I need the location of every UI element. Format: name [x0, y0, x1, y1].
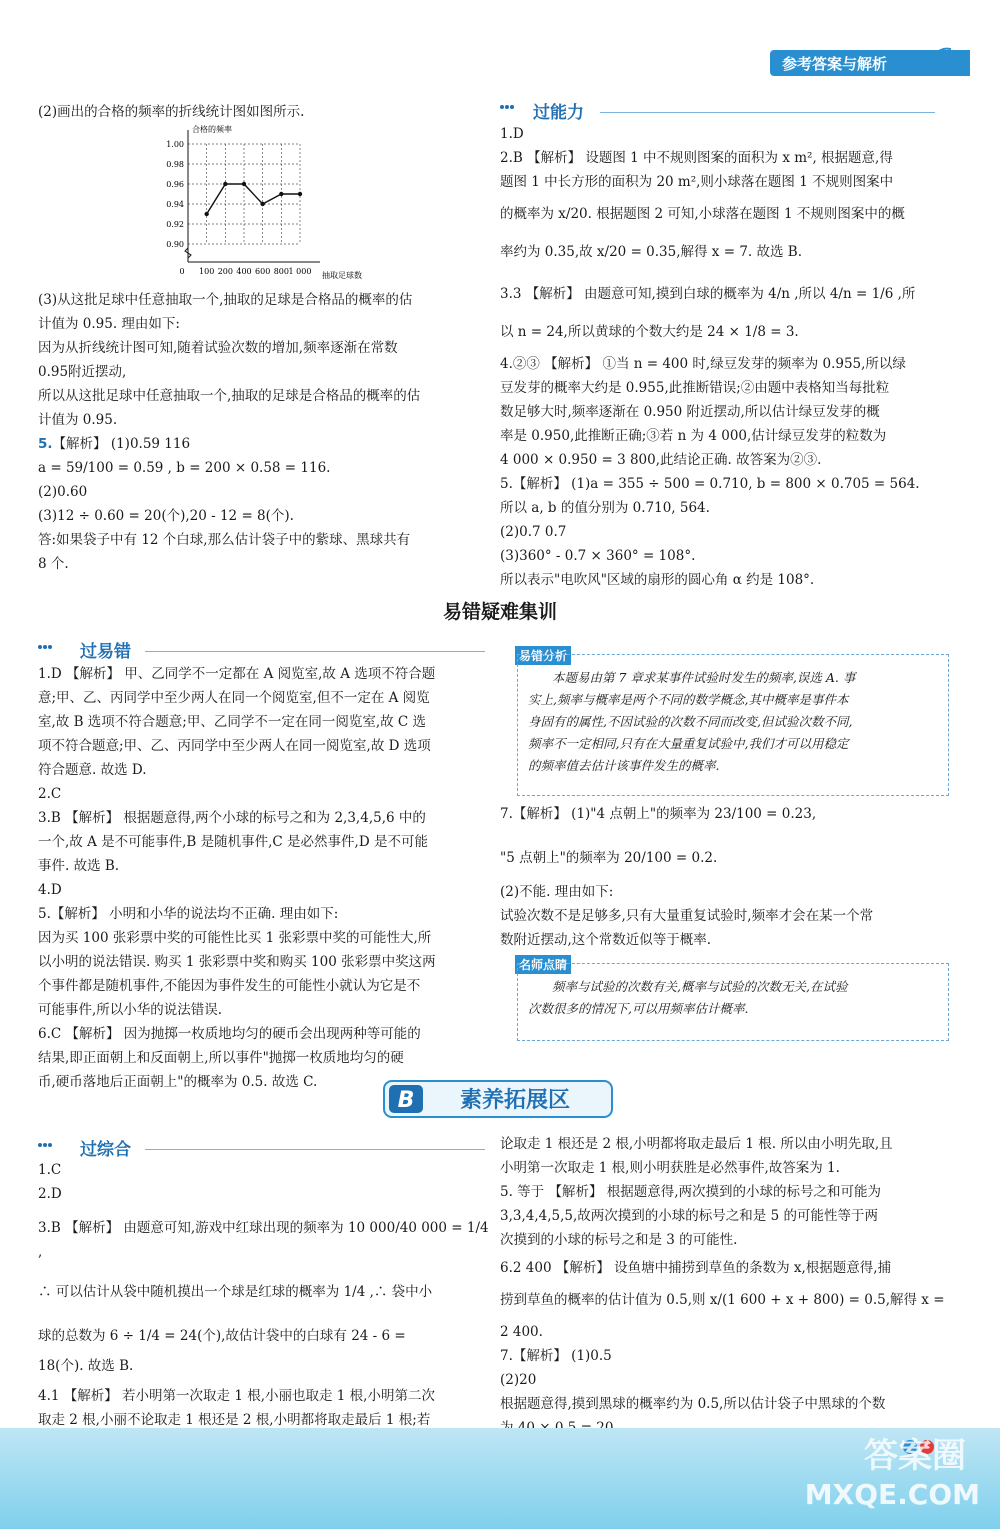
text-line: ∴ 可以估计从袋中随机摸出一个球是红球的概率为 1/4 ,∴ 袋中小 — [38, 1284, 433, 1300]
text-line: 1.D 【解析】 甲、乙同学不一定都在 A 阅览室,故 A 选项不符合题 — [38, 666, 436, 682]
text-line: (3)360° - 0.7 × 360° = 108°. — [500, 548, 696, 564]
text-line: 2.B 【解析】 设题图 1 中不规则图案的面积为 x m², 根据题意,得 — [500, 150, 893, 166]
text-line: 所以从这批足球中任意抽取一个,抽取的足球是合格品的概率的估 — [38, 388, 421, 404]
text-line: a = 59/100 = 0.59 , b = 200 × 0.58 = 116. — [38, 460, 331, 476]
text-line: 率约为 0.35,故 x/20 = 0.35,解得 x = 7. 故选 B. — [500, 244, 802, 260]
text-line: 球的总数为 6 ÷ 1/4 = 24(个),故估计袋中的白球有 24 - 6 = — [38, 1328, 406, 1344]
data-point — [242, 182, 246, 186]
text-line: 8 个. — [38, 556, 69, 572]
x-tick-label: 200 — [217, 267, 233, 276]
tip-box-analysis — [517, 654, 949, 796]
text-line: 4.②③ 【解析】 ①当 n = 400 时,绿豆发芽的频率为 0.955,所以绿 — [500, 356, 906, 372]
tip-line: 本题易由第 7 章求某事件试验时发生的频率,误选 A. 事 — [552, 670, 856, 685]
tip-line: 实上,频率与概率是两个不同的数学概念,其中概率是事件本 — [528, 692, 849, 707]
left-top-block — [38, 100, 490, 124]
section-divider — [600, 112, 935, 113]
text-line: 一个,故 A 是不可能事件,B 是随机事件,C 是必然事件,D 是不可能 — [38, 834, 428, 850]
text-line: 论取走 1 根还是 2 根,小明都将取走最后 1 根. 所以由小明先取,且 — [500, 1136, 893, 1152]
section-dots-icon — [38, 1142, 52, 1148]
tip-tag: 易错分析 — [515, 646, 571, 665]
text-line: 题图 1 中长方形的面积为 20 m²,则小球落在题图 1 不规则图案中 — [500, 174, 894, 190]
text-line: 2 400. — [500, 1324, 543, 1340]
text-line: 3.B 【解析】 由题意可知,游戏中红球出现的频率为 10 000/40 000 = 1/4 , — [38, 1220, 489, 1260]
tip-line: 频率与试验的次数有关,概率与试验的次数无关,在试验 — [552, 979, 848, 994]
watermark-logo: 答案圈 — [864, 1436, 966, 1476]
text-line: 6.2 400 【解析】 设鱼塘中捕捞到草鱼的条数为 x,根据题意得,捕 — [500, 1260, 892, 1276]
text-line: (2)不能. 理由如下: — [500, 884, 614, 900]
text-line: 以小明的说法错误. 购买 1 张彩票中奖和购买 100 张彩票中奖这两 — [38, 954, 436, 970]
text-line: 5.【解析】 (1)a = 355 ÷ 500 = 0.710, b = 800 × 0.705 = 564. — [500, 476, 920, 492]
data-point — [204, 212, 208, 216]
text-line: 豆发芽的概率大约是 0.955,此推断错误;②由题中表格知当每批粒 — [500, 380, 890, 396]
series-line — [207, 184, 300, 214]
section-dots-icon — [500, 104, 514, 110]
x-tick-label: 1 000 — [288, 267, 312, 276]
text-line: 次摸到的小球的标号之和是 3 的可能性. — [500, 1232, 738, 1248]
text-line: 捞到草鱼的概率的估计值为 0.5,则 x/(1 600 + x + 800) = 0.5,解得 x = — [500, 1292, 945, 1308]
header-title: 参考答案与解析 — [782, 55, 888, 73]
text-line: (2)画出的合格的频率的折线统计图如图所示. — [38, 104, 305, 120]
section-title: 过易错 — [80, 642, 131, 662]
data-point — [279, 192, 283, 196]
text-line: 计值为 0.95. 理由如下: — [38, 316, 180, 332]
text-line: "5 点朝上"的频率为 20/100 = 0.2. — [500, 850, 718, 866]
text-line: 根据题意得,摸到黑球的概率约为 0.5,所以估计袋子中黑球的个数 — [500, 1396, 886, 1412]
text-line: 3.3 【解析】 由题意可知,摸到白球的概率为 4/n ,所以 4/n = 1/6 ,所 — [500, 286, 916, 302]
text-line: 事件. 故选 B. — [38, 858, 120, 874]
tip-line: 身固有的属性,不因试验的次数不同而改变,但试验次数不同, — [528, 714, 853, 729]
watermark-url: MXQE.COM — [804, 1478, 980, 1511]
y-axis-label: 合格的频率 — [192, 125, 232, 134]
x-tick-label: 600 — [255, 267, 271, 276]
x-axis-label: 抽取足球数 — [322, 271, 362, 280]
y-tick-label: 0.90 — [166, 240, 184, 249]
text-line: 数足够大时,频率逐渐在 0.950 附近摆动,所以估计绿豆发芽的概 — [500, 404, 880, 420]
data-point — [223, 182, 227, 186]
text-line: (3)12 ÷ 0.60 = 20(个),20 - 12 = 8(个). — [38, 508, 294, 524]
left-bottom-block — [38, 1158, 490, 1456]
question-number: 5. — [38, 436, 53, 452]
right-mid-block — [500, 802, 945, 952]
tip-box-note — [517, 963, 949, 1041]
x-tick-label: 400 — [236, 267, 252, 276]
y-tick-label: 0.98 — [166, 160, 184, 169]
text-line: 可能事件,所以小华的说法错误. — [38, 1002, 223, 1018]
text-line: 2.D — [38, 1186, 62, 1202]
text-line: 所以 a, b 的值分别为 0.710, 564. — [500, 500, 710, 516]
text-line: 0.95附近摆动, — [38, 364, 127, 380]
text-line: (2)20 — [500, 1372, 537, 1388]
frequency-line-chart — [150, 122, 390, 282]
section-banner — [383, 1080, 613, 1118]
text-line: 币,硬币落地后正面朝上"的概率为 0.5. 故选 C. — [38, 1074, 318, 1090]
tip-line: 的频率值去估计该事件发生的概率. — [528, 758, 720, 773]
text-line: 1.D — [500, 126, 524, 142]
text-line: 答:如果袋子中有 12 个白球,那么估计袋子中的紫球、黑球共有 — [38, 532, 411, 548]
text-line: 2.C — [38, 786, 62, 802]
text-line: 4.1 【解析】 若小明第一次取走 1 根,小丽也取走 1 根,小明第二次 — [38, 1388, 435, 1404]
left-mid-block — [38, 662, 490, 1094]
text-line: 率是 0.950,此推断正确;③若 n 为 4 000,估计绿豆发芽的粒数为 — [500, 428, 887, 444]
text-line: 项不符合题意;甲、乙、丙同学中至少两人在同一阅览室,故 D 选项 — [38, 738, 431, 754]
text-line: 5. 等于 【解析】 根据题意得,两次摸到的小球的标号之和可能为 — [500, 1184, 882, 1200]
section-dots-icon — [38, 644, 52, 650]
text-line: 数附近摆动,这个常数近似等于概率. — [500, 932, 712, 948]
y-tick-label: 0.92 — [166, 220, 184, 229]
right-top-block — [500, 122, 945, 592]
text-line: 试验次数不是足够多,只有大量重复试验时,频率才会在某一个常 — [500, 908, 874, 924]
y-tick-label: 0.96 — [166, 180, 184, 189]
q5-line — [38, 432, 490, 456]
text-line: 因为买 100 张彩票中奖的可能性比买 1 张彩票中奖的可能性大,所 — [38, 930, 432, 946]
text-line: 3,3,4,4,5,5,故两次摸到的小球的标号之和是 5 的可能性等于两 — [500, 1208, 878, 1224]
right-bottom-block — [500, 1132, 945, 1440]
tip-tag: 名师点睛 — [515, 955, 571, 974]
section-divider — [145, 1149, 485, 1150]
x-tick-label: 0 — [179, 267, 185, 276]
text-line: (2)0.7 0.7 — [500, 524, 567, 540]
text-line: 计值为 0.95. — [38, 412, 118, 428]
x-tick-label: 100 — [199, 267, 215, 276]
text-line: 1.C — [38, 1162, 62, 1178]
text-line: 个事件都是随机事件,不能因为事件发生的可能性小就认为它是不 — [38, 978, 421, 994]
banner-letter: B — [397, 1088, 415, 1113]
left-top-text — [38, 288, 490, 576]
text-line: 3.B 【解析】 根据题意得,两个小球的标号之和为 2,3,4,5,6 中的 — [38, 810, 426, 826]
section-title: 过综合 — [80, 1140, 131, 1160]
data-point — [260, 202, 264, 206]
data-point — [298, 192, 302, 196]
text-line: 取走 2 根,小丽不论取走 1 根还是 2 根,小明都将取走最后 1 根;若 — [38, 1412, 431, 1428]
text-line: 18(个). 故选 B. — [38, 1358, 134, 1374]
section-title: 过能力 — [533, 103, 584, 123]
text-line: 7.【解析】 (1)"4 点朝上"的频率为 23/100 = 0.23, — [500, 806, 817, 822]
answer-text: 【解析】 (1)0.59 116 — [52, 436, 191, 452]
section-heading: 易错疑难集训 — [442, 601, 557, 623]
text-line: 小明第一次取走 1 根,则小明获胜是必然事件,故答案为 1. — [500, 1160, 840, 1176]
y-tick-label: 0.94 — [166, 200, 184, 209]
rocket-icon — [918, 45, 954, 75]
text-line: 因为从折线统计图可知,随着试验次数的增加,频率逐渐在常数 — [38, 340, 398, 356]
text-line: 的概率为 x/20. 根据题图 2 可知,小球落在题图 1 不规则图案中的概 — [500, 206, 905, 222]
text-line: 以 n = 24,所以黄球的个数大约是 24 × 1/8 = 3. — [500, 324, 799, 340]
text-line: (3)从这批足球中任意抽取一个,抽取的足球是合格品的概率的估 — [38, 292, 413, 308]
section-divider — [145, 651, 485, 652]
y-tick-label: 1.00 — [166, 140, 184, 149]
text-line: 结果,即正面朝上和反面朝上,所以事件"抛掷一枚质地均匀的硬 — [38, 1050, 404, 1066]
text-line: 符合题意. 故选 D. — [38, 762, 147, 778]
tip-line: 频率不一定相同,只有在大量重复试验中,我们才可以用稳定 — [528, 736, 849, 751]
text-line: 意;甲、乙、丙同学中至少两人在同一个阅览室,但不一定在 A 阅览 — [38, 690, 430, 706]
text-line: 4 000 × 0.950 = 3 800,此结论正确. 故答案为②③. — [500, 452, 822, 468]
text-line: 室,故 B 选项不符合题意;甲、乙同学不一定在同一阅览室,故 C 选 — [38, 714, 427, 730]
text-line: 4.D — [38, 882, 62, 898]
text-line: 7.【解析】 (1)0.5 — [500, 1348, 612, 1364]
text-line: (2)0.60 — [38, 484, 88, 500]
text-line: 6.C 【解析】 因为抛掷一枚质地均匀的硬币会出现两种等可能的 — [38, 1026, 421, 1042]
banner-text: 素养拓展区 — [459, 1088, 571, 1113]
x-tick-label: 800 — [273, 267, 289, 276]
text-line: 所以表示"电吹风"区域的扇形的圆心角 α 约是 108°. — [500, 572, 815, 588]
tip-line: 次数很多的情况下,可以用频率估计概率. — [528, 1001, 749, 1016]
text-line: 5.【解析】 小明和小华的说法均不正确. 理由如下: — [38, 906, 339, 922]
